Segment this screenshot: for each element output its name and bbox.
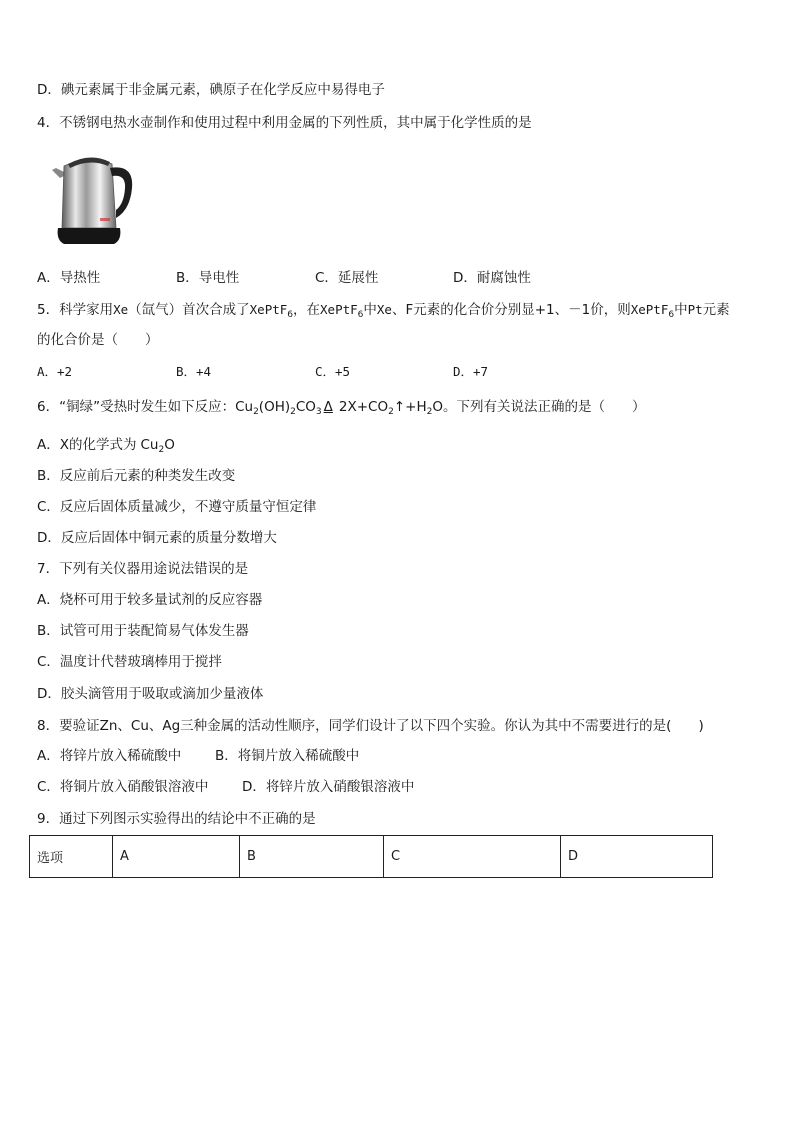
q6-option-b: B．反应前后元素的种类发生改变 [37,468,236,484]
q9-options-table [29,835,713,878]
q4-option-a: A．导热性 [37,270,101,286]
q8-stem: 8．要验证Zn、Cu、Ag三种金属的活动性顺序，同学们设计了以下四个实验。你认为其中不需要进行的是( ) [37,718,704,734]
q7-option-d: D．胶头滴管用于吸取或滴加少量液体 [37,686,264,702]
q5-stem-line2: 的化合价是（ ） [37,332,159,348]
table-header-cell: B [240,836,384,878]
q3-option-d: D．碘元素属于非金属元素，碘原子在化学反应中易得电子 [37,82,385,98]
table-header-cell: 选项 [30,836,113,878]
q8-option-d: D．将锌片放入硝酸银溶液中 [242,779,415,795]
q5-option-a: A．+2 [37,364,73,379]
q6-equation: $Cu_2(OH)_2CO_3$ Δ $2X+CO_2↑+H_2O$。 [235,399,457,417]
q4-option-c: C．延展性 [315,270,379,286]
q4-stem: 4．不锈钢电热水壶制作和使用过程中利用金属的下列性质，其中属于化学性质的是 [37,115,532,131]
q5-option-c: C．+5 [315,364,351,379]
q7-option-a: A．烧杯可用于较多量试剂的反应容器 [37,592,263,608]
table-row [30,836,713,878]
q8-option-b: B．将铜片放入稀硫酸中 [215,748,360,764]
q8-option-a: A．将锌片放入稀硫酸中 [37,748,182,764]
q8-option-c: C．将铜片放入硝酸银溶液中 [37,779,209,795]
q9-stem: 9．通过下列图示实验得出的结论中不正确的是 [37,811,316,827]
q6-option-a: A．X的化学式为 $Cu_2O$ [37,437,175,455]
table-header-cell: C [384,836,561,878]
q7-option-c: C．温度计代替玻璃棒用于搅拌 [37,654,222,670]
table-header-cell: A [113,836,240,878]
q7-option-b: B．试管可用于装配简易气体发生器 [37,623,249,639]
kettle-icon [50,148,146,248]
q5-stem-line1: 5．科学家用Xe（氙气）首次合成了XePtF$_6$，在XePtF$_6$中Xe、F元素的化合价分别显+1、－1价，则XePtF$_6$中Pt元素 [37,302,730,320]
q4-option-b: B．导电性 [176,270,240,286]
q7-stem: 7．下列有关仪器用途说法错误的是 [37,561,249,577]
q4-option-d: D．耐腐蚀性 [453,270,531,286]
q5-option-b: B．+4 [176,364,212,379]
heat-condition: Δ [323,399,333,415]
q6-option-c: C．反应后固体质量减少，不遵守质量守恒定律 [37,499,317,515]
q6-stem: 6．“铜绿”受热时发生如下反应：$Cu_2(OH)_2CO_3$ Δ $2X+CO_2↑+H_2O$。下列有关说法正确的是（ ） [37,399,646,417]
q6-option-d: D．反应后固体中铜元素的质量分数增大 [37,530,277,546]
q5-option-d: D．+7 [453,364,489,379]
table-header-cell: D [561,836,713,878]
